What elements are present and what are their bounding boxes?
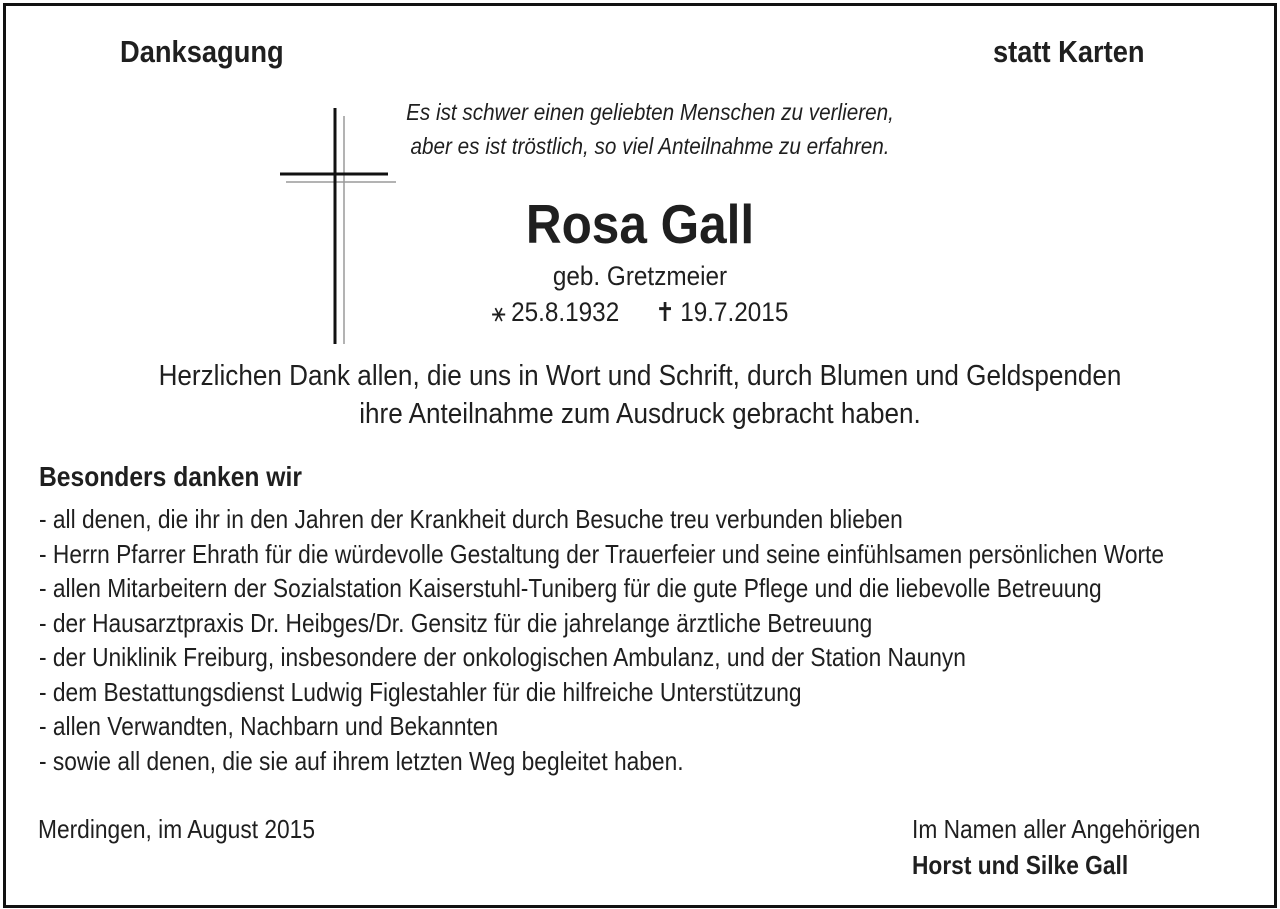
signature-names: Horst und Silke Gall [912,850,1129,880]
thanks-line-1: Herzlichen Dank allen, die uns in Wort und Schrift, durch Blumen und Geldspenden [158,360,1122,392]
list-item: - sowie all denen, die sie auf ihrem letzten Weg begleitet haben. [39,745,684,776]
list-item: - der Uniklinik Freiburg, insbesondere der onkologischen Ambulanz, und der Station Naunyn [39,642,966,672]
list-item: - all denen, die ihr in den Jahren der Krankheit durch Besuche treu verbunden blieben [39,504,903,534]
star-icon: ⚹ [491,297,506,327]
dagger-cross-icon: ✝ [655,297,675,327]
list-item: - allen Verwandten, Nachbarn und Bekannten [39,711,499,741]
deceased-name: Rosa Gall [525,193,755,255]
special-thanks-list [39,502,1164,778]
special-thanks-heading: Besonders danken wir [39,461,302,492]
thanks-line-2: ihre Anteilnahme zum Ausdruck gebracht haben. [359,398,921,430]
list-item: - der Hausarztpraxis Dr. Heibges/Dr. Gensitz für die jahrelange ärztliche Betreuung [39,607,873,638]
birth-date: 25.8.1932 [511,297,620,327]
notice-subtitle: statt Karten [993,34,1145,69]
death-date: 19.7.2015 [680,297,789,327]
notice-title: Danksagung [120,34,284,69]
list-item: - Herrn Pfarrer Ehrath für die würdevolle Gestaltung der Trauerfeier und seine einfühlsamen persönlichen Worte [39,538,1165,569]
list-item: - allen Mitarbeitern der Sozialstation Kaiserstuhl-Tuniberg für die gute Pflege und die liebevolle Betreuung [39,573,1102,603]
life-dates [370,297,910,329]
quote-line-2: aber es ist tröstlich, so viel Anteilnahme zu erfahren. [410,133,890,159]
place-date: Merdingen, im August 2015 [38,814,315,844]
quote-line-1: Es ist schwer einen geliebten Menschen zu verlieren, [406,99,894,125]
birth-name: geb. Gretzmeier [552,261,728,291]
signature-intro: Im Namen aller Angehörigen [912,814,1201,844]
list-item: - dem Bestattungsdienst Ludwig Figlestahler für die hilfreiche Unterstützung [39,676,802,707]
